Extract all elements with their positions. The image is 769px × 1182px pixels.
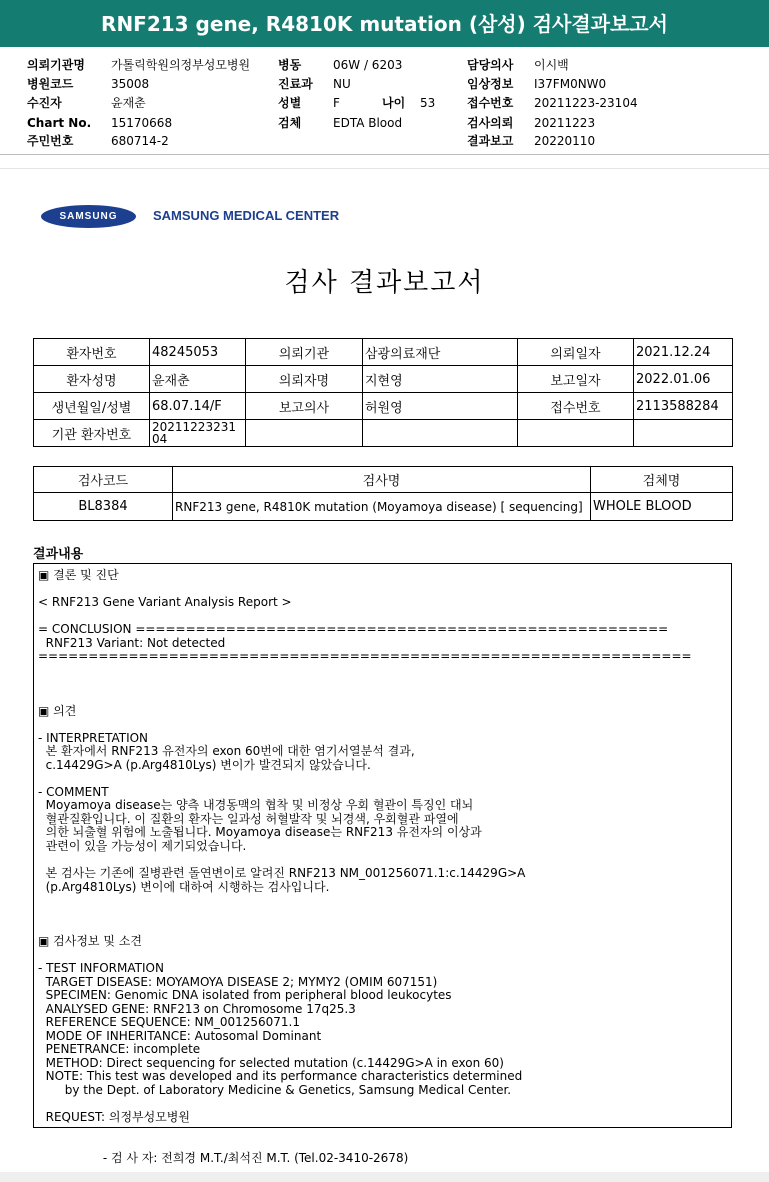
result-line: 의한 뇌출혈 위험에 노출됩니다. Moyamoya disease는 RNF213 유전자의 이상과 [38, 825, 482, 840]
meta-ward-value: 06W / 6203 [333, 58, 403, 72]
table-cell: 68.07.14/F [150, 393, 246, 420]
meta-test-request-value: 20211223 [534, 116, 596, 130]
meta-hospital-code: 병원코드 [27, 77, 74, 91]
meta-sex: 성별 [278, 96, 302, 110]
result-line: - TEST INFORMATION [38, 960, 164, 975]
header-divider-light [0, 168, 769, 169]
report-title: RNF213 gene, R4810K mutation (삼성) 검사결과보고서 [101, 12, 668, 36]
table-cell: 환자성명 [34, 366, 150, 393]
meta-ward: 병동 [278, 58, 302, 72]
meta-clinical-info-value: I37FM0NW0 [534, 77, 607, 91]
meta-result-report: 결과보고 [467, 134, 514, 148]
table-cell [518, 420, 634, 447]
result-line: 본 환자에서 RNF213 유전자의 exon 60번에 대한 염기서열분석 결과, [38, 744, 415, 759]
test-info-table [33, 466, 733, 521]
result-line: ▣ 의견 [38, 703, 77, 718]
table-cell: 환자번호 [34, 339, 150, 366]
result-line: TARGET DISEASE: MOYAMOYA DISEASE 2; MYMY2 (OMIM 607151) [38, 974, 438, 989]
column-header: 검사코드 [34, 467, 173, 493]
column-header: 검사명 [173, 467, 591, 493]
meta-chart-no-value: 15170668 [111, 116, 173, 130]
meta-result-report-value: 20220110 [534, 134, 596, 148]
result-section-label: 결과내용 [33, 547, 84, 562]
table-cell: 2021.12.24 [634, 339, 733, 366]
meta-receipt-number: 접수번호 [467, 96, 514, 110]
result-line: 관련이 있을 가능성이 제기되었습니다. [38, 839, 247, 853]
meta-sex-value: F [333, 96, 340, 110]
result-line: ▣ 검사정보 및 소견 [38, 933, 142, 948]
table-cell [634, 420, 733, 447]
table-header-row [34, 467, 733, 493]
table-row [34, 339, 733, 366]
result-line: METHOD: Direct sequencing for selected mutation (c.14429G>A in exon 60) [38, 1055, 504, 1070]
table-cell: 지현영 [363, 366, 518, 393]
result-line: PENETRANCE: incomplete [38, 1042, 201, 1057]
meta-patient-value: 윤재춘 [111, 96, 146, 110]
result-line: = CONCLUSION ===================================================== [38, 622, 669, 637]
table-cell [363, 420, 518, 447]
meta-requesting-institution: 의뢰기관명 [27, 58, 85, 72]
meta-test-request: 검사의뢰 [467, 116, 514, 130]
result-line: ▣ 결론 및 진단 [38, 568, 119, 582]
table-cell: 기관 환자번호 [34, 420, 150, 447]
result-line: 혈관질환입니다. 이 질환의 환자는 일과성 허혈발작 및 뇌경색, 우회혈관 파열에 [38, 811, 459, 826]
report-title-bar [0, 0, 769, 47]
result-line: 본 검사는 기존에 질병관련 돌연변이로 알려진 RNF213 NM_001256071.1:c.14429G>A [38, 866, 526, 881]
table-cell [246, 420, 363, 447]
result-line: (p.Arg4810Lys) 변이에 대하여 시행하는 검사입니다. [38, 879, 330, 894]
meta-age-value: 53 [420, 96, 436, 110]
meta-doctor: 담당의사 [467, 58, 514, 72]
meta-patient: 수진자 [27, 96, 62, 110]
header-divider [0, 154, 769, 155]
result-line: NOTE: This test was developed and its performance characteristics determined [38, 1069, 523, 1084]
result-line: < RNF213 Gene Variant Analysis Report > [38, 595, 292, 610]
meta-department-value: NU [333, 77, 351, 91]
result-line: ================================================================= [38, 649, 692, 664]
table-cell: 윤재춘 [150, 366, 246, 393]
table-cell: 의뢰일자 [518, 339, 634, 366]
table-cell: 허원영 [363, 393, 518, 420]
table-cell: 보고일자 [518, 366, 634, 393]
meta-resident-number: 주민번호 [27, 134, 74, 148]
meta-specimen: 검체 [278, 116, 302, 130]
result-line: REQUEST: 의정부성모병원 [38, 1110, 190, 1124]
samsung-logo: SAMSUNG [41, 205, 136, 228]
footer-bar [0, 1172, 769, 1182]
document-title: 검사 결과보고서 [284, 268, 485, 298]
meta-requesting-institution-value: 가톨릭학원의정부성모병원 [111, 58, 251, 72]
table-cell: 접수번호 [518, 393, 634, 420]
table-cell: BL8384 [34, 493, 173, 521]
result-line: ANALYSED GENE: RNF213 on Chromosome 17q25.3 [38, 1001, 356, 1016]
result-line: c.14429G>A (p.Arg4810Lys) 변이가 발견되지 않았습니다. [38, 757, 371, 772]
table-row [34, 493, 733, 521]
meta-specimen-value: EDTA Blood [333, 116, 403, 130]
result-line: Moyamoya disease는 양측 내경동맥의 협착 및 비정상 우회 혈관이 특징인 대뇌 [38, 798, 474, 813]
meta-age: 나이 [382, 96, 406, 110]
table-cell: 20211223231 04 [150, 420, 246, 447]
table-cell: 의뢰자명 [246, 366, 363, 393]
result-line: RNF213 Variant: Not detected [38, 635, 226, 650]
table-cell: 삼광의료재단 [363, 339, 518, 366]
patient-info-table [33, 338, 733, 447]
meta-receipt-number-value: 20211223-23104 [534, 96, 638, 110]
table-cell: 2022.01.06 [634, 366, 733, 393]
table-cell: 보고의사 [246, 393, 363, 420]
samsung-medical-center-logo-text: SAMSUNG MEDICAL CENTER [153, 208, 340, 223]
result-line: by the Dept. of Laboratory Medicine & Genetics, Samsung Medical Center. [38, 1082, 512, 1097]
result-line: - INTERPRETATION [38, 730, 149, 745]
result-line: - COMMENT [38, 784, 109, 799]
result-line: REFERENCE SEQUENCE: NM_001256071.1 [38, 1015, 301, 1030]
result-line: MODE OF INHERITANCE: Autosomal Dominant [38, 1028, 322, 1043]
table-cell: 48245053 [150, 339, 246, 366]
table-row [34, 393, 733, 420]
meta-department: 진료과 [278, 77, 313, 91]
meta-resident-number-value: 680714-2 [111, 134, 169, 148]
table-cell: 2113588284 [634, 393, 733, 420]
table-cell: 의뢰기관 [246, 339, 363, 366]
table-cell: RNF213 gene, R4810K mutation (Moyamoya disease) [ sequencing] [173, 493, 591, 521]
result-content-box [33, 563, 732, 1165]
result-line: - 검 사 자: 전희경 M.T./최석진 M.T. (Tel.02-3410-2678) [38, 1150, 409, 1165]
table-cell: WHOLE BLOOD [591, 493, 733, 521]
result-line: SPECIMEN: Genomic DNA isolated from peripheral blood leukocytes [38, 988, 452, 1003]
table-row [34, 366, 733, 393]
meta-chart-no: Chart No. [27, 116, 92, 130]
meta-doctor-value: 이시백 [534, 58, 569, 72]
table-row [34, 420, 733, 447]
meta-clinical-info: 임상정보 [467, 77, 514, 91]
meta-hospital-code-value: 35008 [111, 77, 150, 91]
column-header: 검체명 [591, 467, 733, 493]
table-cell: 생년월일/성별 [34, 393, 150, 420]
